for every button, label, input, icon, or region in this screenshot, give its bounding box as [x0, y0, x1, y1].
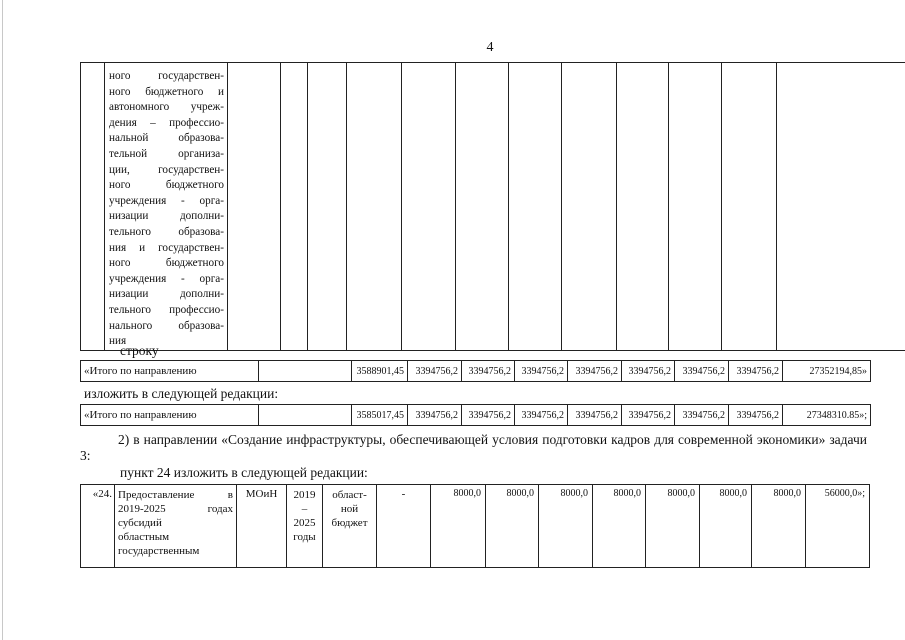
total-value: 3394756,2 — [408, 361, 462, 382]
row24-description: Предоставление в 2019-2025 годах субсидий областным государственным — [115, 485, 237, 568]
table-row — [81, 405, 871, 426]
total-value: 3394756,2 — [622, 361, 675, 382]
top-description-text — [105, 63, 227, 350]
description-line: учреждения - орга- — [109, 272, 224, 285]
row24-value: 8000,0 — [700, 485, 752, 568]
text-punkt24: пункт 24 изложить в следующей редакции: — [120, 465, 368, 480]
description-line: тельной организа- — [109, 147, 224, 160]
total-value: 3394756,2 — [568, 405, 622, 426]
total-value: 3394756,2 — [515, 405, 568, 426]
top-table-fragment — [80, 62, 905, 351]
description-line: нального образова- — [109, 319, 224, 332]
table-row — [81, 361, 871, 382]
row24-number: «24. — [81, 485, 115, 568]
description-line: автономного учреж- — [109, 101, 224, 114]
total-label: «Итого по направлению — [81, 405, 259, 426]
total-label: «Итого по направлению — [81, 361, 259, 382]
description-line: учреждения - орга- — [109, 194, 224, 207]
total-value: 3394756,2 — [568, 361, 622, 382]
top-cell-number — [81, 63, 105, 351]
total-value: 3394756,2 — [675, 405, 729, 426]
table-row — [81, 485, 870, 568]
total-value: 3394756,2 — [408, 405, 462, 426]
row24-value: 8000,0 — [539, 485, 593, 568]
description-line: ного государствен- — [109, 70, 224, 82]
page-edge — [2, 0, 3, 640]
row24-value: 8000,0 — [486, 485, 539, 568]
row24-executor: МОиН — [237, 485, 287, 568]
total-value: 3585017,45 — [352, 405, 408, 426]
description-line: ного бюджетного и — [109, 85, 224, 98]
row24-value: 8000,0 — [752, 485, 806, 568]
description-line: тельного образова- — [109, 225, 224, 238]
total-value: 3394756,2 — [462, 405, 515, 426]
row24-value: 8000,0 — [593, 485, 646, 568]
row24-period: 2019 – 2025 годы — [287, 485, 323, 568]
total-value: 3394756,2 — [515, 361, 568, 382]
description-line: ции, государствен- — [109, 163, 224, 176]
row24-dash: - — [377, 485, 431, 568]
row24-sum: 56000,0»; — [806, 485, 870, 568]
description-line: ного бюджетного — [109, 257, 224, 270]
point-24-table — [80, 484, 870, 568]
new-total-table — [80, 404, 871, 426]
row24-source: област- ной бюджет — [323, 485, 377, 568]
description-line: ния и государствен- — [109, 241, 224, 254]
row24-value: 8000,0 — [431, 485, 486, 568]
total-sum: 27352194,85» — [783, 361, 871, 382]
total-value: 3394756,2 — [462, 361, 515, 382]
total-sum: 27348310.85»; — [783, 405, 871, 426]
text-stroku: строку — [120, 343, 159, 358]
total-value: 3394756,2 — [675, 361, 729, 382]
total-value: 3394756,2 — [729, 361, 783, 382]
description-line: ного бюджетного — [109, 179, 224, 192]
page-number: 4 — [486, 40, 494, 55]
description-line: ния — [109, 335, 127, 348]
row24-value: 8000,0 — [646, 485, 700, 568]
text-izlozhit: изложить в следующей редакции: — [84, 386, 279, 401]
old-total-table — [80, 360, 871, 382]
total-value: 3394756,2 — [622, 405, 675, 426]
description-line: тельного профессио- — [109, 303, 224, 316]
description-line: дения – профессио- — [109, 116, 224, 129]
description-line: низации дополни- — [109, 288, 224, 301]
description-line: низации дополни- — [109, 210, 224, 223]
top-cell-description — [105, 63, 228, 351]
description-line: нальной образова- — [109, 132, 224, 145]
paragraph-2: 2) в направлении «Создание инфраструктуры, обеспечивающей условия подготовки кадров для современной экономики» задачи 3: — [80, 432, 867, 463]
total-value: 3394756,2 — [729, 405, 783, 426]
total-value: 3588901,45 — [352, 361, 408, 382]
